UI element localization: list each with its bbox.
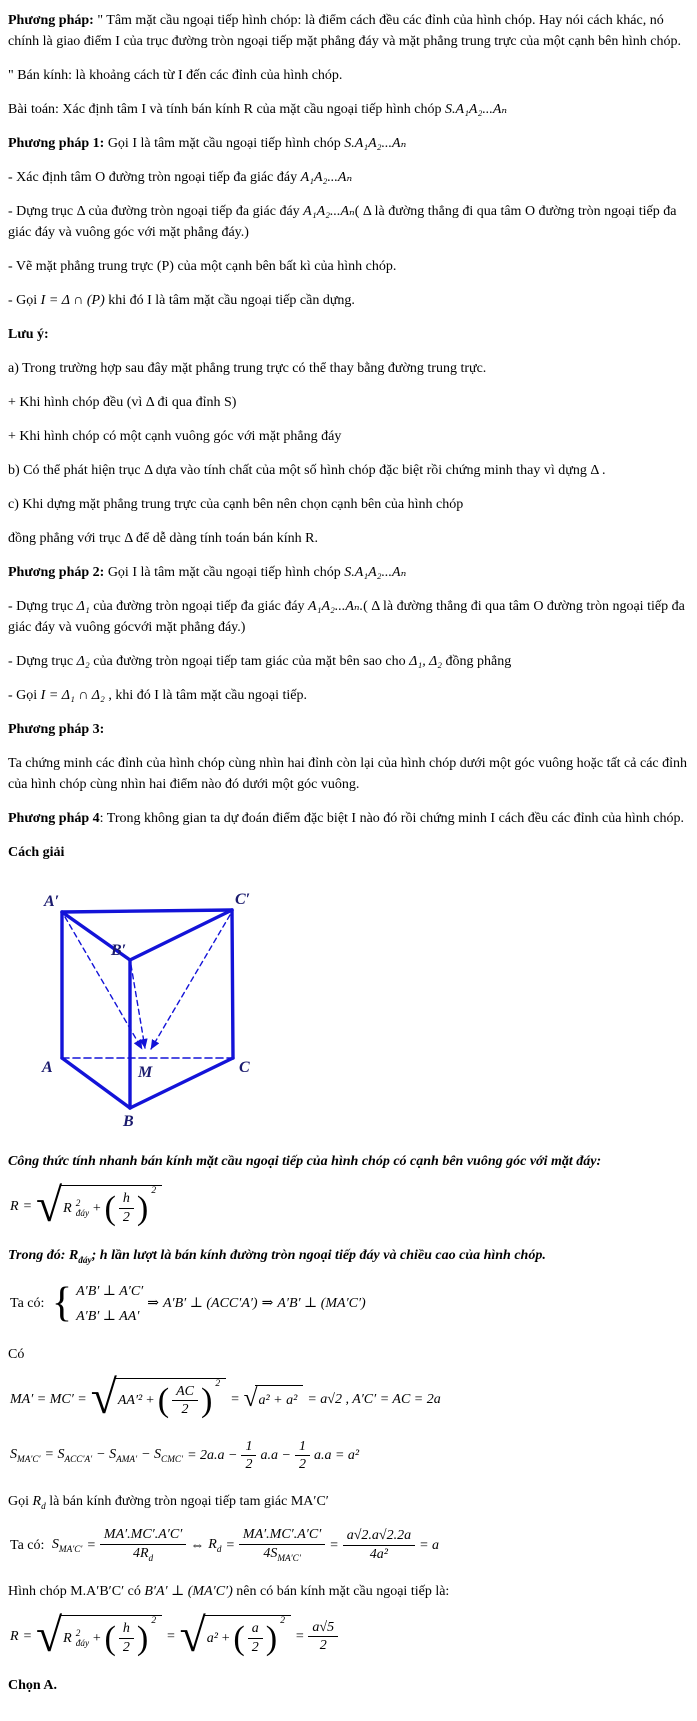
radical-body: [204, 1615, 291, 1658]
note-text: + Khi hình chóp đều (vì Δ đi qua đỉnh S): [8, 395, 237, 410]
sup-sub-stack: [76, 1628, 89, 1649]
paragraph-note-b: [8, 460, 689, 481]
step-text: của đường tròn ngoại tiếp đa giác đáy: [89, 599, 309, 614]
math-token: MA′ = MC′ =: [10, 1391, 87, 1407]
intersection-formula: I = Δ ∩ (P): [40, 293, 105, 308]
numerator: a: [248, 1620, 263, 1639]
math-token: R: [63, 1200, 72, 1216]
numerator: a√2.a√2.2a: [343, 1527, 415, 1546]
method2-intro: Gọi I là tâm mặt cầu ngoại tiếp hình chóp: [104, 565, 345, 580]
math-token: [141, 1444, 183, 1467]
radius-definition-text: " Bán kính: là khoảng cách từ I đến các đỉnh của hình chóp.: [8, 68, 343, 83]
text: Gọi: [8, 1493, 33, 1509]
polygon-notation: A₁A₂...Aₙ: [300, 170, 353, 185]
numerator: MA′.MC′.A′C′: [239, 1526, 325, 1545]
math-token: =: [230, 1391, 240, 1407]
paragraph-method1-step1: [8, 167, 689, 188]
math-token: =: [166, 1629, 176, 1645]
text: Hình chóp M.A′B′C′ có: [8, 1584, 145, 1600]
note-label: Lưu ý:: [8, 327, 49, 342]
math-token: 4R: [132, 1545, 149, 1561]
pyramid-notation: S.A₁A₂...Aₙ: [344, 565, 407, 580]
math-token: R: [63, 1630, 72, 1646]
where-text: lần lượt là bán kính đường tròn ngoại tiếp đáy và chiều cao của hình chóp.: [107, 1248, 546, 1263]
method1-label: Phương pháp 1:: [8, 136, 105, 151]
subscript: d: [216, 1543, 222, 1554]
radical-sign: √: [90, 1372, 117, 1425]
paragraph-answer: [8, 1675, 689, 1696]
paragraph-method2-step3: [8, 685, 689, 706]
math-token: R: [208, 1536, 217, 1552]
numerator: h: [119, 1620, 134, 1639]
group-exponent: 2: [215, 1378, 221, 1389]
note-text: đồng phẳng với trục Δ để dễ dàng tính toán bán kính R.: [8, 531, 318, 546]
denominator: 2: [319, 1638, 327, 1654]
paragraph-method2-step2: [8, 651, 689, 672]
math-token: +: [145, 1393, 155, 1409]
cases-brace: {: [51, 1279, 73, 1326]
paragraph-method1-step3: [8, 256, 689, 277]
math-token: [52, 1534, 83, 1557]
paragraph-method1-step2: [8, 201, 689, 243]
radical: [244, 1385, 304, 1413]
paragraph-goi-rd: [8, 1491, 689, 1514]
fraction: [343, 1527, 415, 1563]
step-text: - Dựng trục Δ của đường tròn ngoại tiếp đa giác đáy: [8, 204, 304, 219]
paragraph-note-c1: [8, 494, 689, 515]
denominator: 4a²: [369, 1546, 388, 1562]
math-token: =: [22, 1199, 33, 1214]
formula-final-radius: [10, 1609, 689, 1662]
denominator: 2: [251, 1639, 259, 1655]
step-text: khi đó I là tâm mặt cầu ngoại tiếp cần dựng.: [104, 293, 355, 308]
math-token: A′B′ ⊥ (ACC′A′): [162, 1296, 258, 1312]
radical-body: [60, 1185, 162, 1228]
math-token: =: [294, 1629, 305, 1645]
paragraph-method1-title: [8, 133, 689, 154]
radical-body: [115, 1378, 226, 1421]
delta12-notation: Δ₁, Δ₂: [409, 654, 443, 669]
denominator: [259, 1545, 305, 1564]
numerator: 1: [295, 1438, 310, 1457]
math-token: = S: [44, 1447, 65, 1463]
method4-text: : Trong không gian ta dự đoán điểm đặc biệt I nào đó rồi chứng minh I cách đều các đỉnh của hình chóp.: [99, 811, 685, 826]
group-exponent: 2: [280, 1616, 285, 1627]
fraction: [119, 1620, 134, 1656]
math-token: +: [92, 1200, 102, 1216]
numerator: a√5: [308, 1619, 338, 1638]
co-text: Có: [8, 1346, 25, 1362]
fraction: [308, 1619, 338, 1655]
math-token: = a: [419, 1537, 440, 1553]
math-token: − S: [141, 1447, 162, 1463]
math-token: a²: [206, 1630, 218, 1646]
math-token: ; h: [91, 1248, 108, 1263]
math-token: AA′²: [117, 1393, 143, 1409]
sup-sub-stack: [76, 1198, 89, 1219]
math-token: = a√2 , A′C′ = AC = 2a: [307, 1391, 441, 1407]
math-token: a² + a²: [258, 1393, 298, 1409]
method2-label: Phương pháp 2:: [8, 565, 105, 580]
formula-circumradius: [10, 1526, 689, 1564]
math-token: [96, 1444, 137, 1467]
radical: [36, 1179, 162, 1232]
vertex-label-A: A: [42, 1059, 53, 1076]
polygon-notation: A₁A₂...Aₙ: [303, 204, 355, 219]
denominator: 2: [181, 1402, 189, 1418]
ta-co-label: Ta có:: [10, 1296, 48, 1312]
math-token: B′A′ ⊥ (MA′C′): [144, 1584, 233, 1600]
numerator: MA′.MC′.A′C′: [100, 1526, 186, 1545]
edge-AB: [62, 1058, 130, 1108]
text: nên có bán kính mặt cầu ngoại tiếp là:: [232, 1584, 450, 1600]
vertex-labels: [41, 891, 250, 1130]
subscript: đáy: [75, 1208, 90, 1218]
fraction: [119, 1190, 134, 1226]
step-text: - Vẽ mặt phẳng trung trực (P) của một cạnh bên bất kì của hình chóp.: [8, 259, 397, 274]
subscript: đáy: [75, 1638, 90, 1649]
segment-CpM-dashed: [151, 915, 230, 1049]
case-line: A′B′ ⊥ A′C′: [76, 1283, 144, 1299]
radical-body: [60, 1615, 162, 1658]
radical-sign: √: [36, 1179, 63, 1232]
math-token: =: [329, 1537, 339, 1553]
right-paren: ): [201, 1381, 213, 1420]
left-paren: (: [104, 1188, 116, 1227]
vertex-label-B: B: [123, 1113, 134, 1130]
math-token: − S: [96, 1447, 117, 1463]
where-label: Trong đó:: [8, 1248, 69, 1263]
step-text: - Dựng trục: [8, 599, 77, 614]
note-text: + Khi hình chóp có một cạnh vuông góc với mặt phẳng đáy: [8, 429, 342, 444]
step-text: ( Δ là đường thẳng đi qua tâm O đường tròn ngoại tiếp đa giác đáy và vuông góc với mặt phẳng đáy.): [8, 204, 677, 240]
math-token: R: [10, 1629, 19, 1645]
paragraph-pyramid-conclusion: [8, 1581, 689, 1602]
group-exponent: 2: [151, 1186, 157, 1196]
math-token: =: [86, 1537, 96, 1553]
case-line: A′B′ ⊥ AA′: [76, 1308, 140, 1324]
paragraph-note-a1: [8, 392, 689, 413]
radical-body: [255, 1385, 303, 1413]
cases-stack: [76, 1281, 143, 1327]
radical: [36, 1609, 162, 1662]
math-token: +: [92, 1630, 102, 1646]
step-text: - Xác định tâm O đường tròn ngoại tiếp đa giác đáy: [8, 170, 301, 185]
intersection-formula: I = Δ₁ ∩ Δ₂: [40, 688, 105, 703]
step-text: đồng phẳng: [442, 654, 512, 669]
subscript: AMA′: [116, 1454, 138, 1465]
edge-BpCp: [130, 910, 232, 960]
prism-figure-container: [28, 876, 689, 1139]
subscript: CMC′: [161, 1454, 184, 1465]
pyramid-notation: S.A₁A₂...Aₙ: [445, 102, 508, 117]
math-token: R: [10, 1199, 19, 1214]
ta-co-label: Ta có:: [10, 1537, 48, 1553]
math-token: +: [220, 1630, 231, 1646]
paragraph-note-a: [8, 358, 689, 379]
radical: [179, 1609, 291, 1662]
numerator: 1: [241, 1438, 256, 1457]
subscript: MA′C′: [17, 1454, 41, 1465]
polygon-notation: A₁A₂...Aₙ.: [308, 599, 364, 614]
math-token: a.a −: [260, 1448, 291, 1464]
superscript: 2: [75, 1197, 81, 1208]
denominator: 2: [122, 1209, 130, 1225]
left-paren: (: [157, 1381, 170, 1420]
superscript: 2: [75, 1627, 81, 1638]
implies-arrow: ⇒: [261, 1296, 274, 1312]
answer-choice: Chọn A.: [8, 1678, 58, 1694]
prism-figure: [28, 876, 264, 1132]
denominator: [129, 1545, 157, 1564]
paragraph-method3-title: [8, 719, 689, 740]
right-paren: ): [265, 1618, 278, 1657]
quick-formula-note-text: Công thức tính nhanh bán kính mặt cầu ngoại tiếp của hình chóp có cạnh bên vuông góc với mặt đáy:: [8, 1154, 602, 1169]
subscript: MA′C′: [277, 1552, 301, 1563]
paragraph-method3-text: [8, 753, 689, 795]
math-token: [10, 1444, 41, 1467]
paragraph-where: [8, 1245, 689, 1268]
left-paren: (: [104, 1618, 116, 1657]
method-label: Phương pháp:: [8, 13, 94, 28]
note-text: a) Trong trường hợp sau đây mặt phẳng trung trực có thể thay bằng đường trung trực.: [8, 361, 487, 376]
text: là bán kính đường tròn ngoại tiếp tam giác MA′C′: [45, 1493, 329, 1509]
formula-quick-radius: [10, 1179, 689, 1232]
delta1-notation: Δ₁: [76, 599, 90, 614]
iff-arrow: ⇔: [190, 1537, 205, 1553]
vertex-label-B-prime: B′: [111, 942, 127, 959]
step-text: - Dựng trục: [8, 654, 77, 669]
note-text: b) Có thể phát hiện trục Δ dựa vào tính chất của một số hình chóp đặc biệt rồi chứng minh thay vì dựng Δ .: [8, 463, 606, 478]
paragraph-method2-step1: [8, 596, 689, 638]
fraction: [172, 1383, 198, 1419]
math-token: [208, 1534, 221, 1557]
paragraph-method4: [8, 808, 689, 829]
paragraph-method1-step4: [8, 290, 689, 311]
fraction: [241, 1438, 256, 1474]
group-exponent: 2: [151, 1616, 157, 1627]
paragraph-note-a2: [8, 426, 689, 447]
paragraph-radius-definition: [8, 65, 689, 86]
right-paren: ): [136, 1618, 149, 1657]
numerator: AC: [172, 1383, 198, 1402]
method3-text: Ta chứng minh các đỉnh của hình chóp cùng nhìn hai đỉnh còn lại của hình chóp dưới một góc vuông hoặc tất cả các đỉnh của hình chóp cùng nhìn hai điểm nào đó dưới một góc vuông.: [8, 756, 688, 792]
method1-intro: Gọi I là tâm mặt cầu ngoại tiếp hình chóp: [104, 136, 345, 151]
radical-sign: √: [243, 1384, 258, 1412]
numerator: h: [119, 1190, 134, 1209]
problem-text: Bài toán: Xác định tâm I và tính bán kính R của mặt cầu ngoại tiếp hình chóp: [8, 102, 446, 117]
math-token: S: [51, 1536, 59, 1552]
subscript: d: [148, 1552, 154, 1563]
step-text: ( Δ là đường thẳng đi qua tâm O đường tròn ngoại tiếp đa giác đáy và vuông gócvới mặt phẳng đáy.): [8, 599, 685, 635]
method4-label: Phương pháp 4: [8, 811, 100, 826]
math-token: =: [22, 1629, 33, 1645]
math-token: [33, 1494, 46, 1509]
subscript: d: [41, 1500, 46, 1511]
paragraph-co: [8, 1344, 689, 1365]
math-token: a.a = a²: [313, 1448, 360, 1464]
paragraph-method-definition: [8, 10, 689, 52]
subscript: ACC′A′: [64, 1454, 93, 1465]
paragraph-problem: [8, 99, 689, 120]
math-token: A′B′ ⊥ (MA′C′): [277, 1296, 366, 1312]
subscript: đáy: [78, 1254, 92, 1265]
method-definition-text: " Tâm mặt cầu ngoại tiếp hình chóp: là điểm cách đều các đỉnh của hình chóp. Hay nói cách khác, nó chính là giao điểm I của trục đường tròn ngoại tiếp mặt phẳng đáy và mặt phẳng trung trực của một cạnh bên hình chóp.: [8, 13, 681, 49]
method3-label: Phương pháp 3:: [8, 722, 105, 737]
formula-area: [10, 1438, 689, 1474]
step-text: - Gọi: [8, 293, 41, 308]
implies-arrow: ⇒: [147, 1296, 159, 1312]
denominator: 2: [245, 1457, 253, 1473]
vertex-label-M: M: [138, 1064, 153, 1081]
fraction: [295, 1438, 310, 1474]
denominator: 2: [298, 1457, 306, 1473]
fraction: [100, 1526, 186, 1564]
edge-CCp: [232, 910, 233, 1058]
math-token: =: [225, 1537, 235, 1553]
math-token: = 2a.a −: [187, 1448, 238, 1464]
math-token: [45, 1444, 93, 1467]
formula-perpendicular-cases: [10, 1281, 689, 1327]
radical-sign: √: [36, 1609, 63, 1662]
vertex-label-A-prime: A′: [44, 893, 60, 910]
fraction: [248, 1620, 263, 1656]
fraction: [239, 1526, 325, 1564]
paragraph-quick-formula-note: [8, 1151, 689, 1172]
vertex-label-C-prime: C′: [235, 891, 251, 908]
step-text: , khi đó I là tâm mặt cầu ngoại tiếp.: [104, 688, 307, 703]
subscript: MA′C′: [58, 1543, 83, 1554]
math-token: S: [10, 1447, 17, 1463]
pyramid-notation: S.A₁A₂...Aₙ: [344, 136, 407, 151]
edge-ApCp: [62, 910, 232, 912]
denominator: 2: [122, 1639, 130, 1655]
paragraph-method2-title: [8, 562, 689, 583]
delta2-notation: Δ₂: [76, 654, 90, 669]
vertex-label-C: C: [239, 1059, 250, 1076]
solution-label: Cách giải: [8, 845, 65, 860]
radical: [90, 1372, 226, 1425]
note-text: c) Khi dựng mặt phẳng trung trực của cạnh bên nên chọn cạnh bên của hình chóp: [8, 497, 464, 512]
right-paren: ): [136, 1188, 149, 1227]
math-token: R: [68, 1248, 79, 1263]
math-token: 4S: [263, 1545, 278, 1561]
segment-BpM-dashed: [131, 965, 145, 1048]
paragraph-solution-title: [8, 842, 689, 863]
formula-ma-mc: [10, 1372, 689, 1425]
left-paren: (: [233, 1618, 245, 1657]
radical-sign: √: [179, 1609, 206, 1662]
math-token: R: [32, 1493, 42, 1509]
step-text: của đường tròn ngoại tiếp tam giác của mặt bên sao cho: [89, 654, 410, 669]
paragraph-note-c2: [8, 528, 689, 549]
step-text: - Gọi: [8, 688, 41, 703]
paragraph-note-title: [8, 324, 689, 345]
